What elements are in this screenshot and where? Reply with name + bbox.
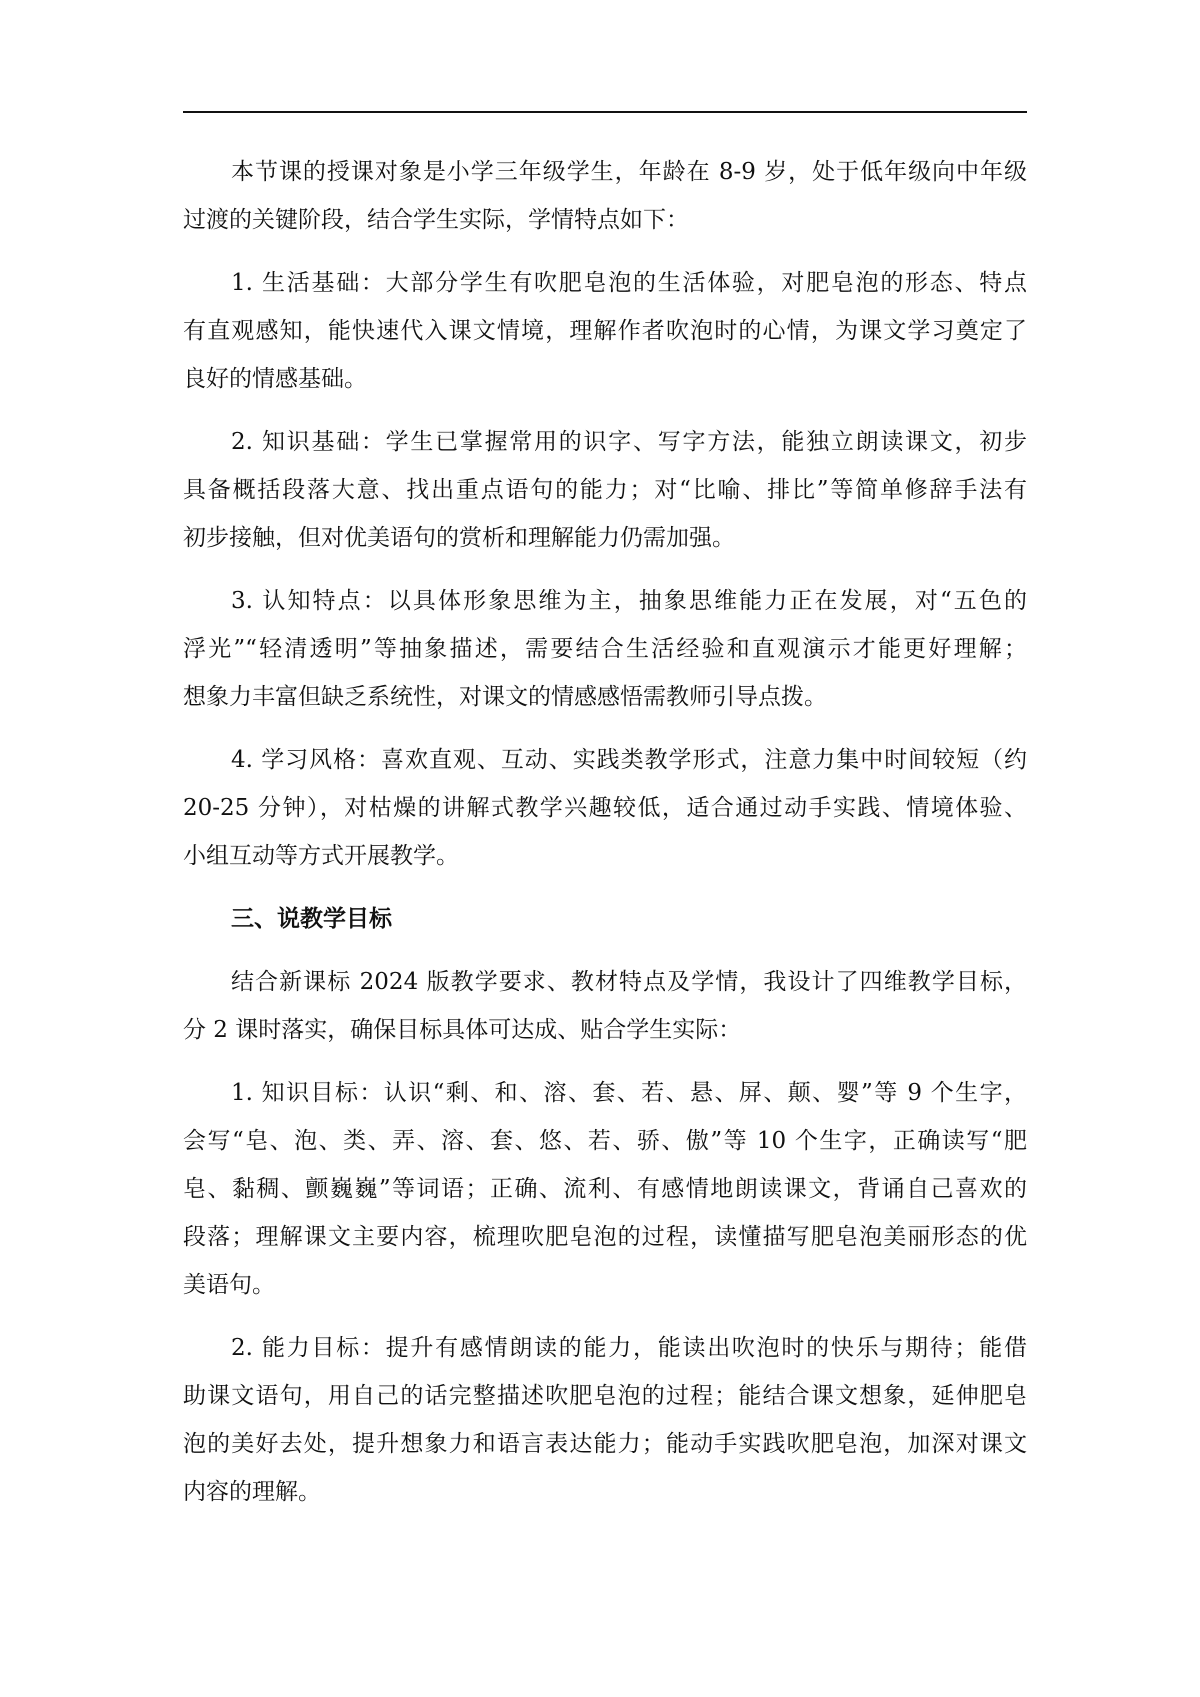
text-line: 泡的美好去处，提升想象力和语言表达能力；能动手实践吹肥皂泡，加深对课文 xyxy=(183,1431,1027,1457)
learner-trait-cognition xyxy=(183,577,1027,721)
text-line: 1. 生活基础：大部分学生有吹肥皂泡的生活体验，对肥皂泡的形态、特点 xyxy=(231,270,1027,296)
text-line: 良好的情感基础。 xyxy=(183,366,367,392)
text-line: 浮光”“轻清透明”等抽象描述，需要结合生活经验和直观演示才能更好理解； xyxy=(183,636,1027,662)
text-line: 助课文语句，用自己的话完整描述吹肥皂泡的过程；能结合课文想象，延伸肥皂 xyxy=(183,1383,1027,1409)
text-line: 2. 能力目标：提升有感情朗读的能力，能读出吹泡时的快乐与期待；能借 xyxy=(231,1335,1027,1361)
header-rule xyxy=(183,111,1027,113)
text-line: 具备概括段落大意、找出重点语句的能力；对“比喻、排比”等简单修辞手法有 xyxy=(183,477,1027,503)
text-line: 20-25 分钟），对枯燥的讲解式教学兴趣较低，适合通过动手实践、情境体验、 xyxy=(183,795,1027,821)
learner-intro-paragraph xyxy=(183,148,1027,244)
text-line: 段落；理解课文主要内容，梳理吹肥皂泡的过程，读懂描写肥皂泡美丽形态的优 xyxy=(183,1224,1027,1250)
text-line: 3. 认知特点：以具体形象思维为主，抽象思维能力正在发展，对“五色的 xyxy=(231,588,1027,614)
text-line: 会写“皂、泡、类、弄、溶、套、悠、若、骄、傲”等 10 个生字，正确读写“肥 xyxy=(183,1128,1027,1154)
section-heading-block xyxy=(183,895,1027,943)
learner-trait-learning-style xyxy=(183,736,1027,880)
text-line: 初步接触，但对优美语句的赏析和理解能力仍需加强。 xyxy=(183,525,735,551)
text-line: 4. 学习风格：喜欢直观、互动、实践类教学形式，注意力集中时间较短（约 xyxy=(231,747,1027,773)
text-line: 小组互动等方式开展教学。 xyxy=(183,843,459,869)
objective-ability xyxy=(183,1324,1027,1516)
text-line: 美语句。 xyxy=(183,1272,275,1298)
text-line: 有直观感知，能快速代入课文情境，理解作者吹泡时的心情，为课文学习奠定了 xyxy=(183,318,1027,344)
text-line: 结合新课标 2024 版教学要求、教材特点及学情，我设计了四维教学目标， xyxy=(231,969,1027,995)
text-line: 皂、黏稠、颤巍巍”等词语；正确、流利、有感情地朗读课文，背诵自己喜欢的 xyxy=(183,1176,1027,1202)
text-line: 分 2 课时落实，确保目标具体可达成、贴合学生实际： xyxy=(183,1017,742,1043)
document-body xyxy=(183,148,1027,1531)
text-line: 1. 知识目标：认识“剩、和、溶、套、若、悬、屏、颠、婴”等 9 个生字， xyxy=(231,1080,1027,1106)
section-heading: 三、说教学目标 xyxy=(231,905,392,932)
text-line: 过渡的关键阶段，结合学生实际，学情特点如下： xyxy=(183,207,689,233)
text-line: 本节课的授课对象是小学三年级学生，年龄在 8-9 岁，处于低年级向中年级 xyxy=(231,159,1027,185)
text-line: 内容的理解。 xyxy=(183,1479,321,1505)
text-line: 想象力丰富但缺乏系统性，对课文的情感感悟需教师引导点拨。 xyxy=(183,684,827,710)
objective-knowledge xyxy=(183,1069,1027,1309)
text-line: 2. 知识基础：学生已掌握常用的识字、写字方法，能独立朗读课文，初步 xyxy=(231,429,1027,455)
learner-trait-life-basis xyxy=(183,259,1027,403)
learner-trait-knowledge-basis xyxy=(183,418,1027,562)
objectives-intro-paragraph xyxy=(183,958,1027,1054)
